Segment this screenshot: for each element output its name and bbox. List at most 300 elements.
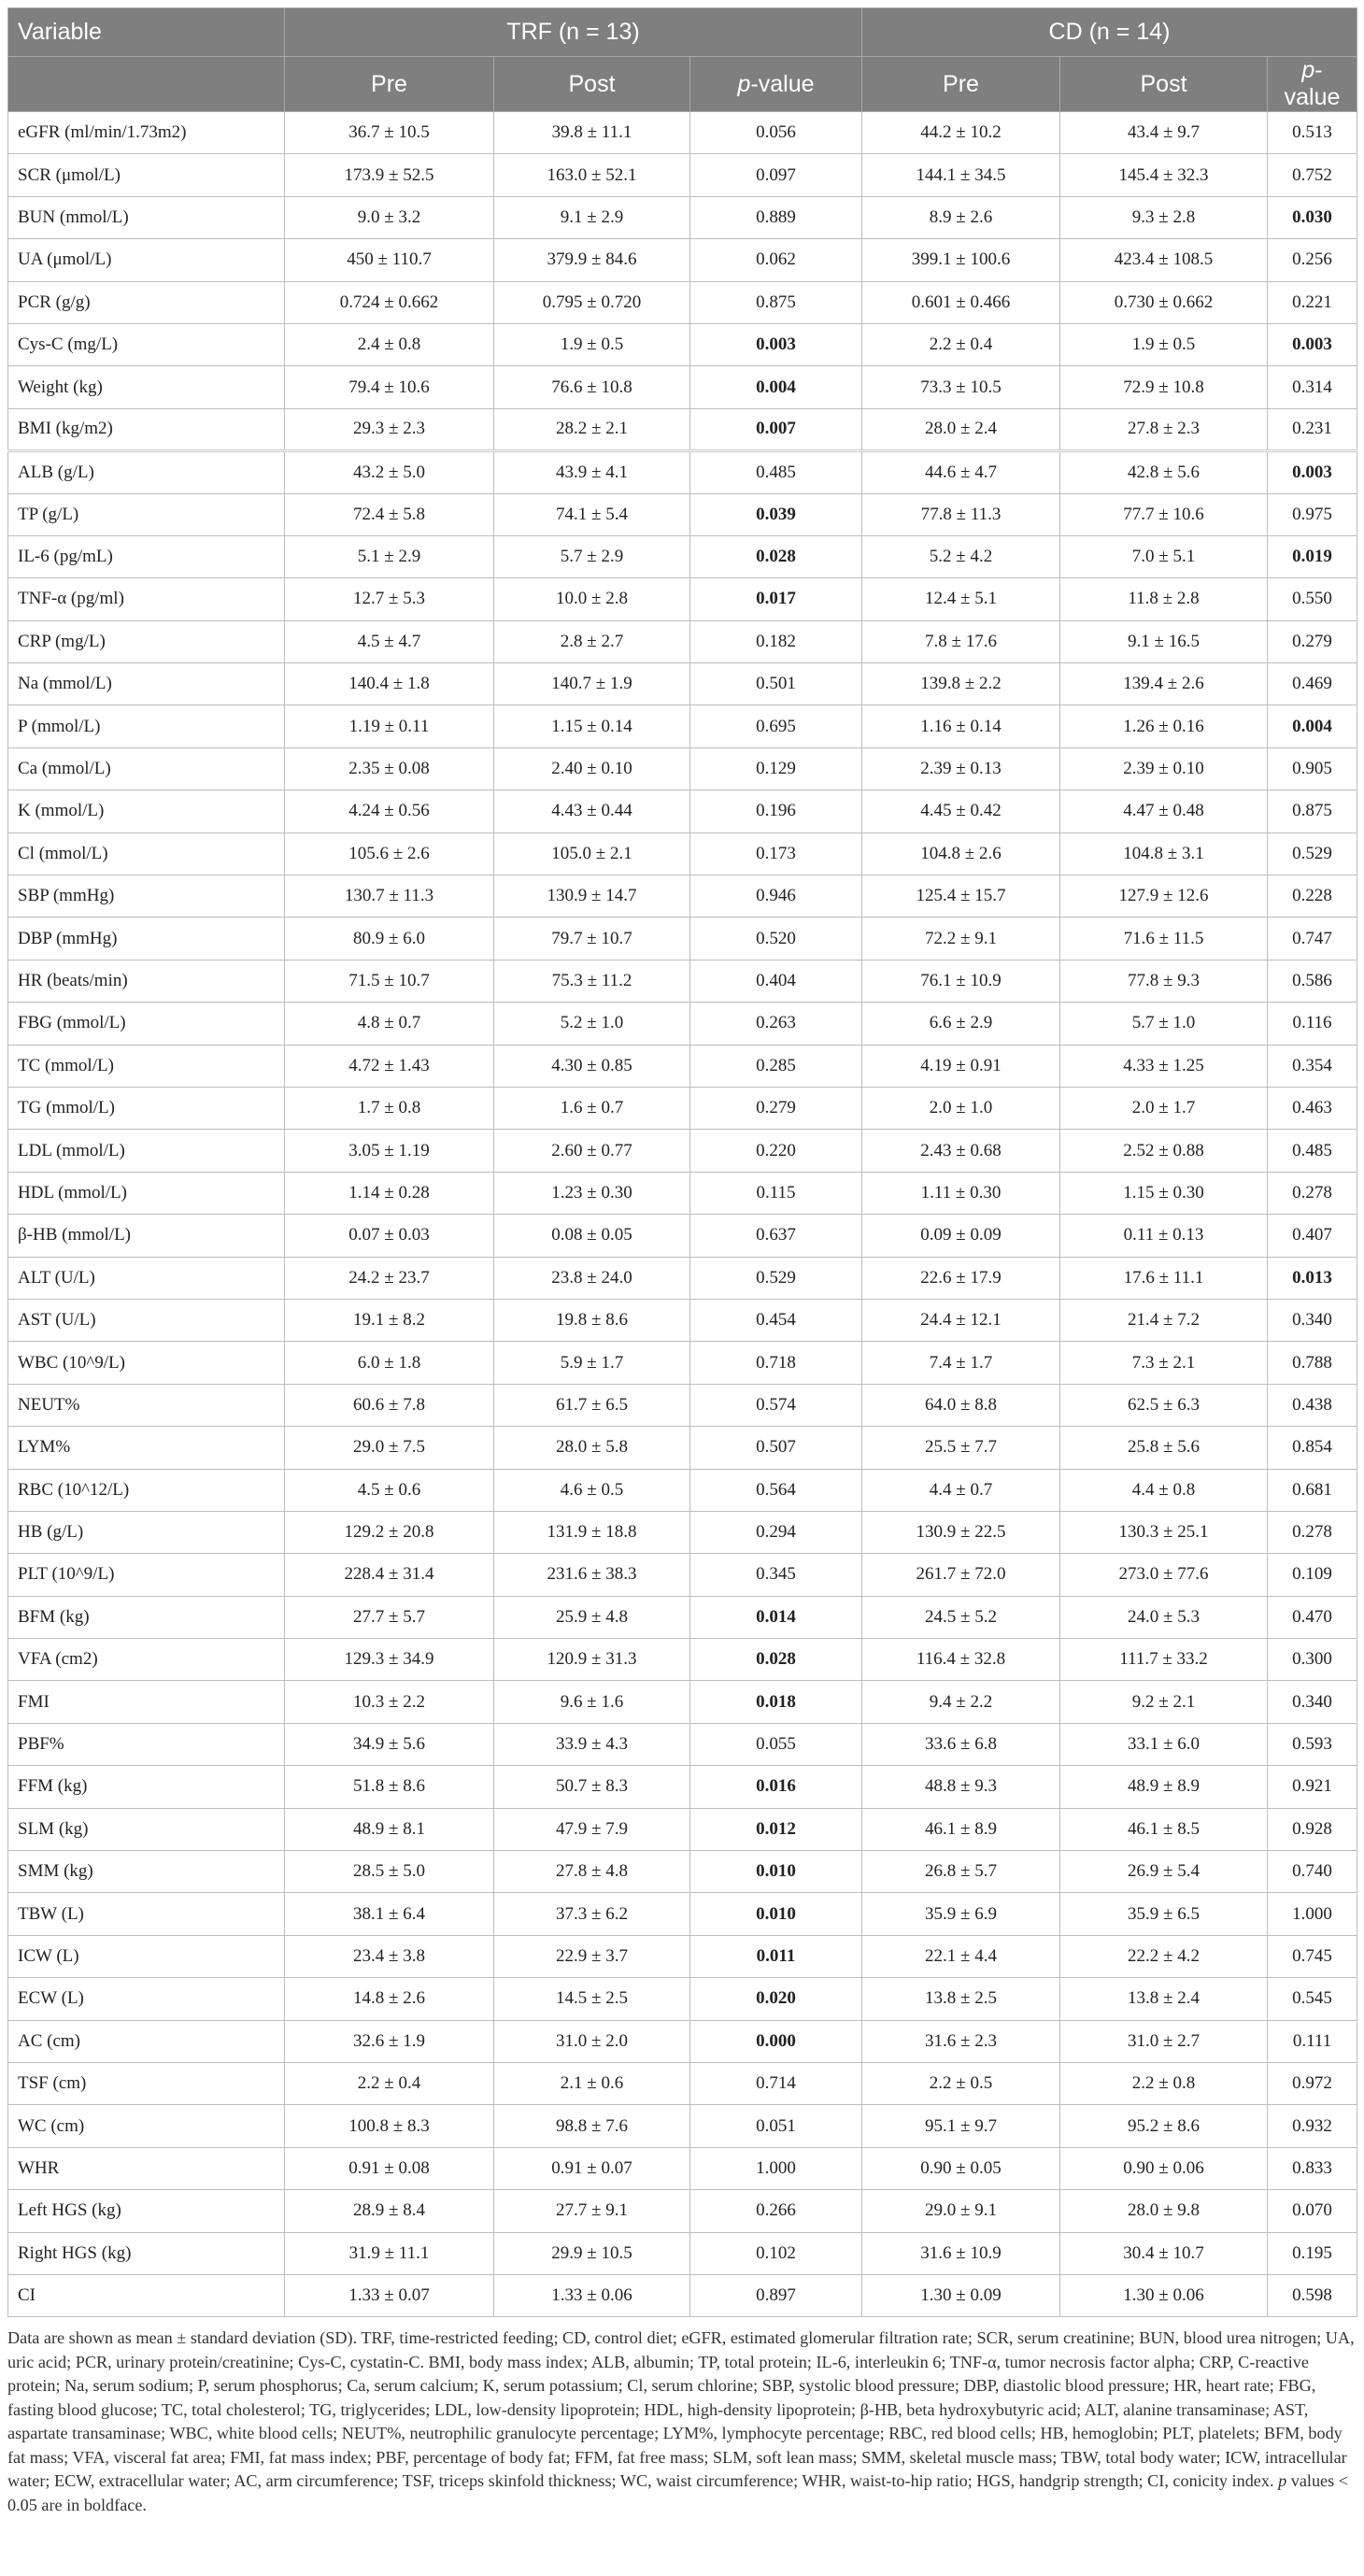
trf-post-cell: 5.7 ± 2.9 <box>494 535 690 577</box>
variable-label: WHR <box>18 2157 60 2178</box>
table-row <box>8 875 1357 918</box>
variable-cell <box>8 1045 285 1087</box>
trf-pre-cell: 23.4 ± 3.8 <box>285 1935 494 1977</box>
header-row-columns <box>8 57 1357 112</box>
variable-label: TSF (cm) <box>18 2073 87 2094</box>
variable-cell <box>8 154 285 196</box>
cd-pre-cell: 48.8 ± 9.3 <box>862 1766 1060 1808</box>
cd-pre-cell: 7.4 ± 1.7 <box>862 1342 1060 1384</box>
trf-pvalue-cell: 0.520 <box>690 918 862 960</box>
trf-pre-cell: 1.7 ± 0.8 <box>285 1087 494 1129</box>
cd-pre-cell: 0.90 ± 0.05 <box>862 2147 1060 2189</box>
cd-post-cell: 130.3 ± 25.1 <box>1060 1511 1268 1553</box>
variable-label: PCR (g/g) <box>18 292 91 312</box>
cd-pvalue-cell: 0.003 <box>1268 323 1357 365</box>
trf-pre-cell: 129.3 ± 34.9 <box>285 1639 494 1681</box>
trf-pre-cell: 5.1 ± 2.9 <box>285 535 494 577</box>
trf-pre-cell: 0.07 ± 0.03 <box>285 1215 494 1257</box>
cd-post-cell: 48.9 ± 8.9 <box>1060 1766 1268 1808</box>
trf-pvalue-cell: 0.010 <box>690 1893 862 1935</box>
cd-post-cell: 1.26 ± 0.16 <box>1060 705 1268 747</box>
cd-post-cell: 35.9 ± 6.5 <box>1060 1893 1268 1935</box>
table-row <box>8 2274 1357 2316</box>
variable-cell <box>8 535 285 577</box>
variable-cell <box>8 408 285 450</box>
header-trf-pre: Pre <box>285 57 494 112</box>
trf-pre-cell: 12.7 ± 5.3 <box>285 578 494 620</box>
cd-pre-cell: 29.0 ± 9.1 <box>862 2190 1060 2232</box>
variable-cell <box>8 833 285 875</box>
trf-post-cell: 28.2 ± 2.1 <box>494 408 690 450</box>
trf-pre-cell: 38.1 ± 6.4 <box>285 1893 494 1935</box>
variable-label: PBF% <box>18 1734 64 1755</box>
trf-pvalue-cell: 0.714 <box>690 2062 862 2104</box>
variable-cell <box>8 747 285 790</box>
trf-pre-cell: 2.4 ± 0.8 <box>285 323 494 365</box>
cd-pre-cell: 144.1 ± 34.5 <box>862 154 1060 196</box>
table-row <box>8 1808 1357 1850</box>
variable-label: Cl (mmol/L) <box>18 843 108 863</box>
variable-cell <box>8 1978 285 2020</box>
trf-pre-cell: 32.6 ± 1.9 <box>285 2020 494 2062</box>
trf-pvalue-cell: 0.173 <box>690 833 862 875</box>
trf-pvalue-cell: 0.011 <box>690 1935 862 1977</box>
trf-pvalue-cell: 0.564 <box>690 1469 862 1511</box>
cd-pre-cell: 104.8 ± 2.6 <box>862 833 1060 875</box>
table-row <box>8 2105 1357 2147</box>
variable-label: ECW (L) <box>18 1988 84 2009</box>
trf-post-cell: 37.3 ± 6.2 <box>494 1893 690 1935</box>
table-row <box>8 578 1357 620</box>
cd-post-cell: 72.9 ± 10.8 <box>1060 366 1268 408</box>
variable-cell <box>8 323 285 365</box>
cd-pvalue-cell: 0.030 <box>1268 196 1357 238</box>
cd-pre-cell: 9.4 ± 2.2 <box>862 1681 1060 1723</box>
cd-pvalue-cell: 0.928 <box>1268 1808 1357 1850</box>
variable-cell <box>8 493 285 535</box>
variable-label: DBP (mmHg) <box>18 928 118 948</box>
cd-post-cell: 31.0 ± 2.7 <box>1060 2020 1268 2062</box>
cd-pvalue-cell: 0.340 <box>1268 1681 1357 1723</box>
trf-pre-cell: 140.4 ± 1.8 <box>285 663 494 705</box>
cd-pvalue-cell: 0.681 <box>1268 1469 1357 1511</box>
cd-post-cell: 2.39 ± 0.10 <box>1060 747 1268 790</box>
table-row <box>8 2062 1357 2104</box>
cd-pre-cell: 77.8 ± 11.3 <box>862 493 1060 535</box>
table-row <box>8 790 1357 833</box>
variable-cell <box>8 2147 285 2189</box>
table-row <box>8 833 1357 875</box>
header-cd-pvalue <box>1268 57 1357 112</box>
table-row <box>8 1639 1357 1681</box>
trf-pre-cell: 4.5 ± 4.7 <box>285 620 494 662</box>
trf-pvalue-cell: 0.501 <box>690 663 862 705</box>
trf-post-cell: 2.1 ± 0.6 <box>494 2062 690 2104</box>
variable-cell <box>8 1639 285 1681</box>
cd-post-cell: 2.0 ± 1.7 <box>1060 1087 1268 1129</box>
footnote-tail: values < 0.05 are in boldface. <box>7 2471 1348 2514</box>
trf-pvalue-cell: 0.285 <box>690 1045 862 1087</box>
cd-pvalue-cell: 0.256 <box>1268 239 1357 281</box>
variable-label: HR (beats/min) <box>18 971 128 990</box>
cd-post-cell: 7.0 ± 5.1 <box>1060 535 1268 577</box>
cd-post-cell: 11.8 ± 2.8 <box>1060 578 1268 620</box>
variable-label: FMI <box>18 1691 50 1712</box>
variable-cell <box>8 1808 285 1850</box>
trf-pre-cell: 10.3 ± 2.2 <box>285 1681 494 1723</box>
trf-pvalue-cell: 0.485 <box>690 451 862 493</box>
cd-post-cell: 28.0 ± 9.8 <box>1060 2190 1268 2232</box>
cd-post-cell: 1.15 ± 0.30 <box>1060 1172 1268 1214</box>
cd-post-cell: 4.47 ± 0.48 <box>1060 790 1268 833</box>
cd-pvalue-cell: 0.278 <box>1268 1511 1357 1553</box>
cd-pre-cell: 399.1 ± 100.6 <box>862 239 1060 281</box>
header-trf-pvalue <box>690 57 862 112</box>
variable-cell <box>8 366 285 408</box>
cd-post-cell: 71.6 ± 11.5 <box>1060 918 1268 960</box>
cd-pvalue-cell: 0.221 <box>1268 281 1357 323</box>
cd-pvalue-cell: 0.463 <box>1268 1087 1357 1129</box>
variable-cell <box>8 1172 285 1214</box>
trf-pre-cell: 36.7 ± 10.5 <box>285 112 494 154</box>
cd-post-cell: 4.33 ± 1.25 <box>1060 1045 1268 1087</box>
cd-post-cell: 111.7 ± 33.2 <box>1060 1639 1268 1681</box>
variable-cell <box>8 2062 285 2104</box>
cd-pre-cell: 4.19 ± 0.91 <box>862 1045 1060 1087</box>
cd-post-cell: 42.8 ± 5.6 <box>1060 451 1268 493</box>
trf-pre-cell: 4.24 ± 0.56 <box>285 790 494 833</box>
table-row <box>8 705 1357 747</box>
variable-label: SMM (kg) <box>18 1861 93 1882</box>
cd-pre-cell: 73.3 ± 10.5 <box>862 366 1060 408</box>
header-cd-pre: Pre <box>862 57 1060 112</box>
cd-pvalue-cell: 0.747 <box>1268 918 1357 960</box>
trf-post-cell: 74.1 ± 5.4 <box>494 493 690 535</box>
table-row <box>8 196 1357 238</box>
cd-post-cell: 24.0 ± 5.3 <box>1060 1596 1268 1638</box>
trf-post-cell: 1.15 ± 0.14 <box>494 705 690 747</box>
trf-pvalue-cell: 1.000 <box>690 2147 862 2189</box>
cd-post-cell: 26.9 ± 5.4 <box>1060 1851 1268 1893</box>
trf-post-cell: 10.0 ± 2.8 <box>494 578 690 620</box>
trf-post-cell: 4.30 ± 0.85 <box>494 1045 690 1087</box>
cd-pvalue-cell: 1.000 <box>1268 1893 1357 1935</box>
trf-post-cell: 76.6 ± 10.8 <box>494 366 690 408</box>
trf-pvalue-cell: 0.875 <box>690 281 862 323</box>
trf-pre-cell: 72.4 ± 5.8 <box>285 493 494 535</box>
variable-cell <box>8 620 285 662</box>
trf-post-cell: 28.0 ± 5.8 <box>494 1427 690 1469</box>
variable-label: Weight (kg) <box>18 377 103 397</box>
trf-pvalue-cell: 0.220 <box>690 1130 862 1172</box>
cd-post-cell: 33.1 ± 6.0 <box>1060 1723 1268 1765</box>
trf-pvalue-cell: 0.000 <box>690 2020 862 2062</box>
variable-cell <box>8 1427 285 1469</box>
cd-post-cell: 5.7 ± 1.0 <box>1060 1003 1268 1045</box>
variable-cell <box>8 1596 285 1638</box>
trf-pvalue-cell: 0.004 <box>690 366 862 408</box>
variable-cell <box>8 960 285 1002</box>
variable-label: NEUT% <box>18 1394 80 1415</box>
trf-post-cell: 163.0 ± 52.1 <box>494 154 690 196</box>
variable-cell <box>8 918 285 960</box>
cd-post-cell: 21.4 ± 7.2 <box>1060 1299 1268 1341</box>
table-row <box>8 918 1357 960</box>
results-table-page <box>7 7 1357 2517</box>
trf-pvalue-cell: 0.196 <box>690 790 862 833</box>
trf-pvalue-cell: 0.454 <box>690 1299 862 1341</box>
cd-pre-cell: 1.11 ± 0.30 <box>862 1172 1060 1214</box>
variable-label: PLT (10^9/L) <box>18 1564 115 1585</box>
variable-cell <box>8 239 285 281</box>
cd-pvalue-cell: 0.004 <box>1268 705 1357 747</box>
variable-label: CI <box>18 2285 36 2306</box>
cd-pvalue-cell: 0.545 <box>1268 1978 1357 2020</box>
table-row <box>8 323 1357 365</box>
trf-pvalue-cell: 0.007 <box>690 408 862 450</box>
trf-pvalue-cell: 0.574 <box>690 1384 862 1426</box>
cd-pvalue-cell: 0.586 <box>1268 960 1357 1002</box>
trf-pvalue-cell: 0.056 <box>690 112 862 154</box>
variable-cell <box>8 281 285 323</box>
variable-label: TBW (L) <box>18 1903 84 1924</box>
cd-post-cell: 46.1 ± 8.5 <box>1060 1808 1268 1850</box>
trf-pvalue-cell: 0.102 <box>690 2232 862 2274</box>
header-value-suffix: -value <box>1284 57 1341 110</box>
cd-pvalue-cell: 0.070 <box>1268 2190 1357 2232</box>
cd-post-cell: 9.2 ± 2.1 <box>1060 1681 1268 1723</box>
variable-label: AST (U/L) <box>18 1310 96 1331</box>
variable-label: TNF-α (pg/ml) <box>18 589 124 609</box>
trf-post-cell: 0.795 ± 0.720 <box>494 281 690 323</box>
cd-pre-cell: 46.1 ± 8.9 <box>862 1808 1060 1850</box>
trf-pre-cell: 129.2 ± 20.8 <box>285 1511 494 1553</box>
trf-pvalue-cell: 0.529 <box>690 1257 862 1299</box>
trf-pre-cell: 19.1 ± 8.2 <box>285 1299 494 1341</box>
trf-post-cell: 231.6 ± 38.3 <box>494 1554 690 1596</box>
trf-pre-cell: 79.4 ± 10.6 <box>285 366 494 408</box>
variable-label: Ca (mmol/L) <box>18 759 111 779</box>
cd-pvalue-cell: 0.905 <box>1268 747 1357 790</box>
trf-pvalue-cell: 0.028 <box>690 535 862 577</box>
variable-label: ALT (U/L) <box>18 1267 95 1288</box>
table-row <box>8 1596 1357 1638</box>
cd-pvalue-cell: 0.109 <box>1268 1554 1357 1596</box>
cd-post-cell: 95.2 ± 8.6 <box>1060 2105 1268 2147</box>
trf-pvalue-cell: 0.039 <box>690 493 862 535</box>
variable-cell <box>8 663 285 705</box>
variable-cell <box>8 1087 285 1129</box>
cd-pvalue-cell: 0.314 <box>1268 366 1357 408</box>
trf-pre-cell: 24.2 ± 23.7 <box>285 1257 494 1299</box>
cd-pre-cell: 26.8 ± 5.7 <box>862 1851 1060 1893</box>
cd-pre-cell: 24.5 ± 5.2 <box>862 1596 1060 1638</box>
footnote-p-italic: p <box>1278 2471 1287 2491</box>
cd-pvalue-cell: 0.833 <box>1268 2147 1357 2189</box>
table-row <box>8 1893 1357 1935</box>
table-row <box>8 960 1357 1002</box>
cd-pre-cell: 44.2 ± 10.2 <box>862 112 1060 154</box>
header-trf-post: Post <box>494 57 690 112</box>
trf-pre-cell: 0.724 ± 0.662 <box>285 281 494 323</box>
trf-post-cell: 5.2 ± 1.0 <box>494 1003 690 1045</box>
variable-label: TG (mmol/L) <box>18 1098 115 1118</box>
trf-pre-cell: 173.9 ± 52.5 <box>285 154 494 196</box>
cd-pre-cell: 4.4 ± 0.7 <box>862 1469 1060 1511</box>
cd-pre-cell: 2.39 ± 0.13 <box>862 747 1060 790</box>
cd-pre-cell: 25.5 ± 7.7 <box>862 1427 1060 1469</box>
variable-label: WBC (10^9/L) <box>18 1352 125 1373</box>
trf-pre-cell: 34.9 ± 5.6 <box>285 1723 494 1765</box>
trf-pre-cell: 71.5 ± 10.7 <box>285 960 494 1002</box>
cd-pvalue-cell: 0.019 <box>1268 535 1357 577</box>
variable-cell <box>8 2020 285 2062</box>
trf-pre-cell: 48.9 ± 8.1 <box>285 1808 494 1850</box>
cd-pvalue-cell: 0.740 <box>1268 1851 1357 1893</box>
table-row <box>8 451 1357 493</box>
variable-label: AC (cm) <box>18 2030 81 2051</box>
variable-cell <box>8 1003 285 1045</box>
trf-pre-cell: 29.3 ± 2.3 <box>285 408 494 450</box>
table-footnote <box>7 2327 1357 2517</box>
cd-pre-cell: 2.0 ± 1.0 <box>862 1087 1060 1129</box>
trf-pvalue-cell: 0.115 <box>690 1172 862 1214</box>
variable-cell <box>8 790 285 833</box>
trf-pvalue-cell: 0.097 <box>690 154 862 196</box>
cd-pvalue-cell: 0.013 <box>1268 1257 1357 1299</box>
trf-pre-cell: 28.5 ± 5.0 <box>285 1851 494 1893</box>
variable-label: Left HGS (kg) <box>18 2200 121 2221</box>
trf-pre-cell: 130.7 ± 11.3 <box>285 875 494 918</box>
trf-pre-cell: 100.8 ± 8.3 <box>285 2105 494 2147</box>
table-row <box>8 1342 1357 1384</box>
variable-label: TC (mmol/L) <box>18 1055 114 1075</box>
variable-label: ALB (g/L) <box>18 462 94 482</box>
variable-label: UA (μmol/L) <box>18 249 112 270</box>
trf-post-cell: 2.8 ± 2.7 <box>494 620 690 662</box>
cd-pvalue-cell: 0.485 <box>1268 1130 1357 1172</box>
cd-pre-cell: 35.9 ± 6.9 <box>862 1893 1060 1935</box>
trf-pvalue-cell: 0.404 <box>690 960 862 1002</box>
cd-pvalue-cell: 0.752 <box>1268 154 1357 196</box>
trf-pre-cell: 4.8 ± 0.7 <box>285 1003 494 1045</box>
variable-label: K (mmol/L) <box>18 801 105 821</box>
table-row <box>8 112 1357 154</box>
variable-label: Cys-C (mg/L) <box>18 334 119 355</box>
variable-cell <box>8 196 285 238</box>
cd-post-cell: 423.4 ± 108.5 <box>1060 239 1268 281</box>
cd-pre-cell: 139.8 ± 2.2 <box>862 663 1060 705</box>
trf-pre-cell: 29.0 ± 7.5 <box>285 1427 494 1469</box>
trf-pvalue-cell: 0.014 <box>690 1596 862 1638</box>
trf-pre-cell: 43.2 ± 5.0 <box>285 451 494 493</box>
header-cd-post: Post <box>1060 57 1268 112</box>
trf-pre-cell: 3.05 ± 1.19 <box>285 1130 494 1172</box>
table-row <box>8 1299 1357 1341</box>
cd-pre-cell: 6.6 ± 2.9 <box>862 1003 1060 1045</box>
cd-pre-cell: 95.1 ± 9.7 <box>862 2105 1060 2147</box>
trf-post-cell: 9.6 ± 1.6 <box>494 1681 690 1723</box>
variable-cell <box>8 112 285 154</box>
trf-post-cell: 1.6 ± 0.7 <box>494 1087 690 1129</box>
cd-post-cell: 2.2 ± 0.8 <box>1060 2062 1268 2104</box>
trf-post-cell: 0.08 ± 0.05 <box>494 1215 690 1257</box>
trf-post-cell: 14.5 ± 2.5 <box>494 1978 690 2020</box>
trf-pvalue-cell: 0.010 <box>690 1851 862 1893</box>
cd-pre-cell: 76.1 ± 10.9 <box>862 960 1060 1002</box>
trf-post-cell: 33.9 ± 4.3 <box>494 1723 690 1765</box>
cd-post-cell: 13.8 ± 2.4 <box>1060 1978 1268 2020</box>
table-row <box>8 2020 1357 2062</box>
variable-label: Right HGS (kg) <box>18 2242 132 2263</box>
trf-pvalue-cell: 0.294 <box>690 1511 862 1553</box>
table-row <box>8 2190 1357 2232</box>
cd-pre-cell: 116.4 ± 32.8 <box>862 1639 1060 1681</box>
trf-pvalue-cell: 0.012 <box>690 1808 862 1850</box>
variable-cell <box>8 2232 285 2274</box>
trf-post-cell: 1.9 ± 0.5 <box>494 323 690 365</box>
trf-pre-cell: 2.2 ± 0.4 <box>285 2062 494 2104</box>
cd-pre-cell: 2.43 ± 0.68 <box>862 1130 1060 1172</box>
variable-label: HDL (mmol/L) <box>18 1182 127 1203</box>
trf-post-cell: 27.8 ± 4.8 <box>494 1851 690 1893</box>
cd-post-cell: 145.4 ± 32.3 <box>1060 154 1268 196</box>
cd-pvalue-cell: 0.438 <box>1268 1384 1357 1426</box>
trf-post-cell: 31.0 ± 2.0 <box>494 2020 690 2062</box>
table-row <box>8 493 1357 535</box>
table-row <box>8 2232 1357 2274</box>
trf-post-cell: 75.3 ± 11.2 <box>494 960 690 1002</box>
header-group-cd: CD (n = 14) <box>862 8 1357 57</box>
cd-post-cell: 22.2 ± 4.2 <box>1060 1935 1268 1977</box>
variable-label: eGFR (ml/min/1.73m2) <box>18 122 187 143</box>
variable-cell <box>8 875 285 918</box>
variable-label: VFA (cm2) <box>18 1649 98 1670</box>
trf-pre-cell: 6.0 ± 1.8 <box>285 1342 494 1384</box>
cd-pre-cell: 1.16 ± 0.14 <box>862 705 1060 747</box>
variable-cell <box>8 1681 285 1723</box>
cd-pvalue-cell: 0.854 <box>1268 1427 1357 1469</box>
trf-pvalue-cell: 0.507 <box>690 1427 862 1469</box>
cd-pre-cell: 2.2 ± 0.4 <box>862 323 1060 365</box>
variable-cell <box>8 1299 285 1341</box>
trf-pvalue-cell: 0.637 <box>690 1215 862 1257</box>
header-value-suffix: -value <box>750 70 815 97</box>
cd-post-cell: 1.30 ± 0.06 <box>1060 2274 1268 2316</box>
cd-post-cell: 127.9 ± 12.6 <box>1060 875 1268 918</box>
trf-pre-cell: 1.19 ± 0.11 <box>285 705 494 747</box>
cd-pre-cell: 7.8 ± 17.6 <box>862 620 1060 662</box>
cd-post-cell: 4.4 ± 0.8 <box>1060 1469 1268 1511</box>
cd-pre-cell: 130.9 ± 22.5 <box>862 1511 1060 1553</box>
cd-pvalue-cell: 0.278 <box>1268 1172 1357 1214</box>
trf-post-cell: 4.6 ± 0.5 <box>494 1469 690 1511</box>
variable-label: RBC (10^12/L) <box>18 1479 130 1500</box>
cd-post-cell: 2.52 ± 0.88 <box>1060 1130 1268 1172</box>
cd-pvalue-cell: 0.111 <box>1268 2020 1357 2062</box>
variable-label: SCR (μmol/L) <box>18 164 121 185</box>
trf-pvalue-cell: 0.279 <box>690 1087 862 1129</box>
cd-pre-cell: 5.2 ± 4.2 <box>862 535 1060 577</box>
cd-post-cell: 0.730 ± 0.662 <box>1060 281 1268 323</box>
cd-pre-cell: 24.4 ± 12.1 <box>862 1299 1060 1341</box>
variable-label: SLM (kg) <box>18 1818 89 1839</box>
cd-post-cell: 25.8 ± 5.6 <box>1060 1427 1268 1469</box>
cd-pre-cell: 125.4 ± 15.7 <box>862 875 1060 918</box>
cd-post-cell: 273.0 ± 77.6 <box>1060 1554 1268 1596</box>
cd-post-cell: 17.6 ± 11.1 <box>1060 1257 1268 1299</box>
table-row <box>8 747 1357 790</box>
